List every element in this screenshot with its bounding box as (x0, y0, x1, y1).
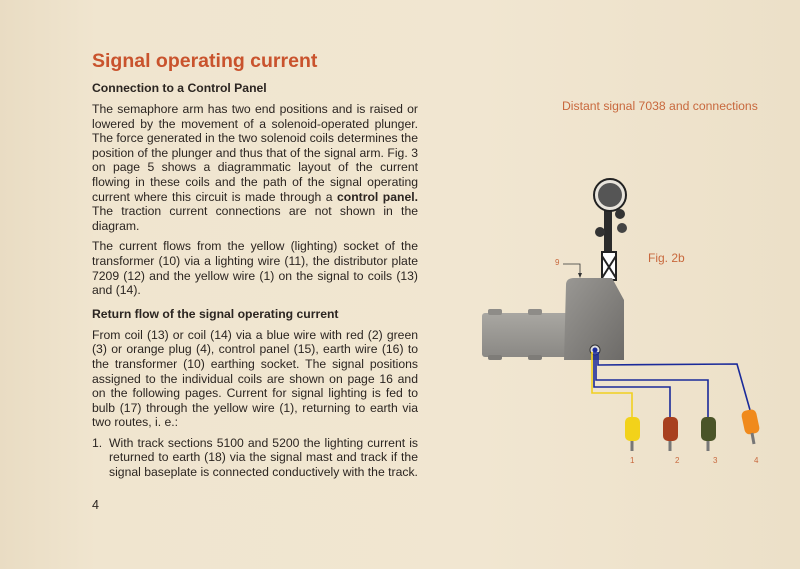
signal-mast (594, 179, 627, 285)
callout-arrowhead (578, 273, 582, 278)
list-number: 1. (92, 435, 103, 450)
section-heading-return-flow: Return flow of the signal operating current (92, 306, 339, 321)
wires (592, 352, 750, 418)
plug-4 (741, 409, 761, 465)
plug-label: 3 (713, 456, 718, 465)
plug-label: 2 (675, 456, 680, 465)
page-title: Signal operating current (92, 50, 318, 72)
callout-label: 9 (555, 258, 560, 267)
plug-2 (663, 417, 680, 465)
figure-caption: Distant signal 7038 and connections (562, 99, 758, 113)
signal-baseplate (482, 309, 568, 360)
callout-arrow (563, 264, 580, 276)
paragraph-return-flow: From coil (13) or coil (14) via a blue wire with red (2) green (3) or orange plug (4), control panel (15), earth wire (16) to the transformer (10) earthing socket. The signal positions assigned to the individual coils are shown on page 16 and on the following pages. Current for signal lighting is fed to bulb (17) through the yellow wire (1), returning to earth via two routes, i. e.: (92, 327, 418, 430)
plug-1 (625, 417, 640, 465)
paragraph-text: The semaphore arm has two end positions and is raised or lowered by the movement of a solenoid-operated plunger. The force generated in the two solenoid coils determines the position of the plunger and thus that of the signal arm. Fig. 3 on page 5 shows a diagrammatic layout of the current flowing in these coils and the path of the signal operating current where this circuit is made through a (92, 102, 418, 204)
bold-term: control panel. (337, 189, 418, 204)
solenoid-housing (564, 278, 624, 360)
page-number: 4 (92, 497, 99, 512)
figure-label: Fig. 2b (648, 251, 685, 265)
paragraph-current-flow: The current flows from the yellow (lighting) socket of the transformer (10) via a lighting wire (11), the distributor plate 7209 (12) and the yellow wire (1) on the signal to coils (13) and (14). (92, 239, 418, 298)
list-text: With track sections 5100 and 5200 the lighting current is returned to earth (18) via the signal mast and track if the signal baseplate is connected conductively with the track. (109, 435, 418, 480)
plug-3 (701, 417, 718, 465)
plug-label: 1 (630, 456, 635, 465)
section-heading-control-panel: Connection to a Control Panel (92, 81, 267, 95)
paragraph-text: The traction current connections are not shown in the diagram. (92, 204, 418, 233)
plug-label: 4 (754, 456, 759, 465)
